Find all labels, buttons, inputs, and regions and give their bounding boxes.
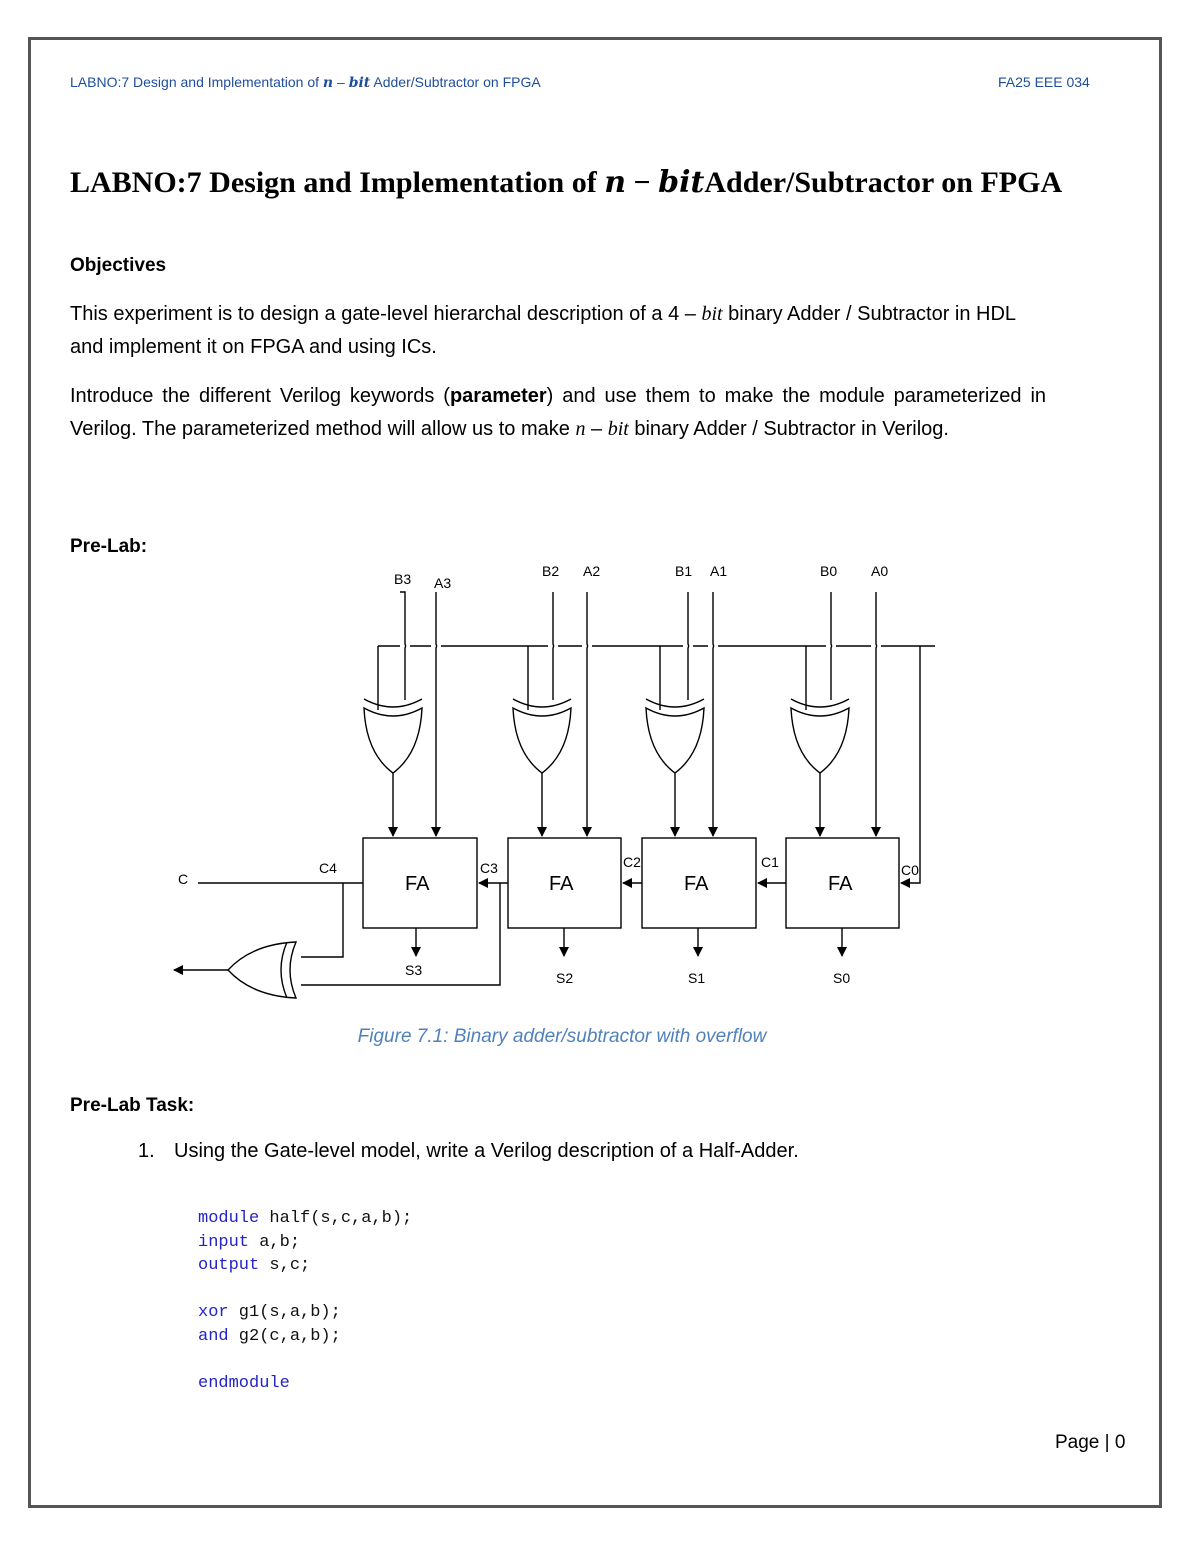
- document-title: LABNO:7 Design and Implementation of n − bitAdder/Subtractor on FPGA: [70, 165, 1063, 200]
- wire-b0: [831, 592, 832, 700]
- label-c-out: C: [178, 871, 189, 887]
- wire-b3: [400, 592, 406, 700]
- label-b1: B1: [675, 563, 693, 579]
- wire-a3: [436, 592, 437, 836]
- label-a2: A2: [583, 563, 601, 579]
- running-header-course: FA25 EEE 034: [998, 74, 1090, 90]
- wire-a1: [713, 592, 714, 836]
- wire-b1: [688, 592, 689, 700]
- label-s2: S2: [556, 970, 574, 986]
- xor-gate-1: [646, 699, 704, 773]
- wire-c3-overflow: [301, 883, 500, 985]
- wire-a2: [587, 592, 588, 836]
- fa2-label: FA: [549, 873, 574, 895]
- fa3-label: FA: [405, 873, 430, 895]
- objectives-heading: Objectives: [70, 255, 167, 276]
- page-number: Page | 0: [1055, 1432, 1126, 1453]
- objectives-paragraph-1: This experiment is to design a gate-level hierarchal description of a 4 – bit binary Adder / Subtractor in HDL and implement it on FPGA and using ICs.: [70, 303, 1016, 358]
- label-c4: C4: [319, 860, 337, 876]
- label-b0: B0: [820, 563, 838, 579]
- wire-a0: [876, 592, 877, 836]
- label-c1: C1: [761, 854, 779, 870]
- verilog-code-block: module half(s,c,a,b); input a,b; output s,c; xor g1(s,a,b); and g2(c,a,b); endmodule: [198, 1209, 413, 1393]
- wire-c0: [901, 646, 920, 883]
- objectives-paragraph-2: Introduce the different Verilog keywords (parameter) and use them to make the module parameterized in Verilog. The parameterized method will allow us to make n – bit binary Adder / Subtractor in Verilog.: [70, 385, 1047, 440]
- xor-gate-3: [364, 699, 422, 773]
- wire-b2: [553, 592, 554, 700]
- wire-c4-overflow: [301, 883, 343, 957]
- overflow-xor-gate: [228, 942, 296, 998]
- label-b2: B2: [542, 563, 560, 579]
- label-a1: A1: [710, 563, 728, 579]
- list-item-number: 1.: [138, 1140, 155, 1162]
- prelab-task-heading: Pre-Lab Task:: [70, 1095, 195, 1116]
- prelab-heading: Pre-Lab:: [70, 536, 148, 557]
- figure-caption: Figure 7.1: Binary adder/subtractor with overflow: [357, 1026, 767, 1047]
- running-header-title: LABNO:7 Design and Implementation of n – bit Adder/Subtractor on FPGA: [70, 74, 541, 91]
- xor-gate-0: [791, 699, 849, 773]
- label-c2: C2: [623, 854, 641, 870]
- label-c3: C3: [480, 860, 498, 876]
- fa0-label: FA: [828, 873, 853, 895]
- xor-gate-2: [513, 699, 571, 773]
- label-a0: A0: [871, 563, 889, 579]
- label-s0: S0: [833, 970, 851, 986]
- label-s3: S3: [405, 962, 423, 978]
- label-b3: B3: [394, 571, 412, 587]
- label-c0: C0: [901, 862, 919, 878]
- list-item-text: Using the Gate-level model, write a Verilog description of a Half-Adder.: [174, 1140, 799, 1162]
- fa1-label: FA: [684, 873, 709, 895]
- label-s1: S1: [688, 970, 706, 986]
- list-item: [138, 1140, 799, 1163]
- label-a3: A3: [434, 575, 452, 591]
